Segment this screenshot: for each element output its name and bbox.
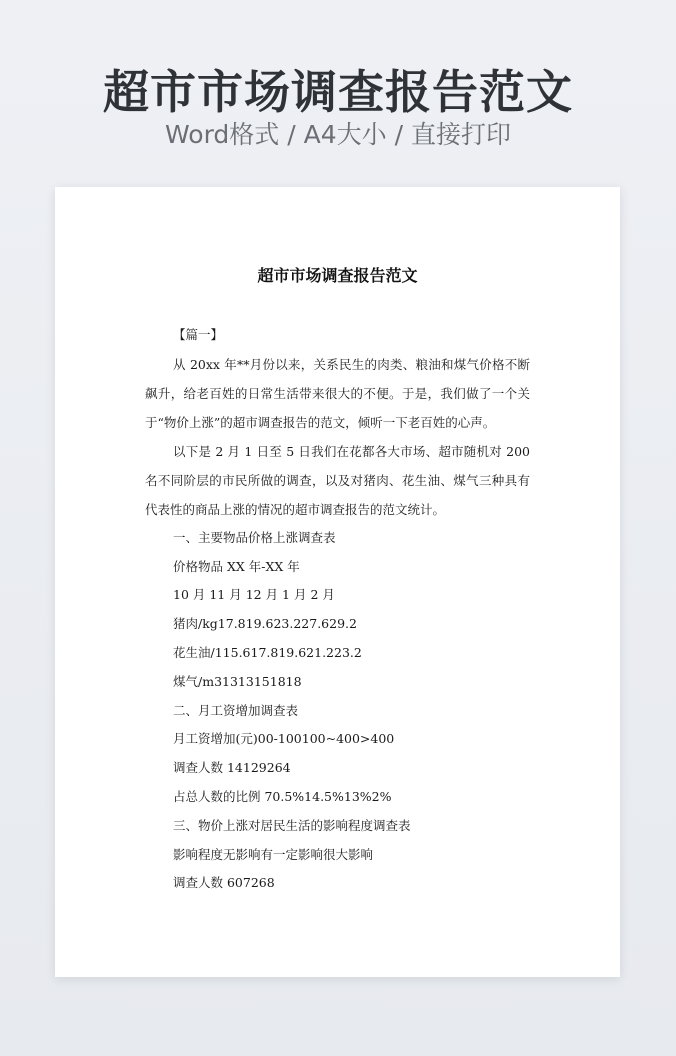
section-marker: 【篇一】	[173, 327, 224, 342]
paragraph-2: 以下是 2 月 1 日至 5 日我们在花都各大市场、超市随机对 200 名不同阶层的市民所做的调查，以及对猪肉、花生油、煤气三种具有代表性的商品上涨的情况的超市调查报告的范文统计。	[145, 443, 530, 517]
price-table-header: 价格物品 XX 年-XX 年	[173, 558, 300, 574]
price-table-months: 10 月 11 月 12 月 1 月 2 月	[173, 587, 335, 603]
document-page	[55, 187, 620, 977]
price-table-row-pork: 猪肉/kg17.819.623.227.629.2	[173, 616, 357, 632]
wage-table-count: 调查人数 14129264	[173, 760, 291, 776]
document-title: 超市市场调查报告范文	[257, 266, 418, 285]
price-table-row-gas: 煤气/m31313151818	[173, 673, 302, 689]
heading-impact-table: 三、物价上涨对居民生活的影响程度调查表	[173, 817, 411, 833]
wage-table-ratio: 占总人数的比例 70.5%14.5%13%2%	[173, 788, 392, 804]
banner-subtitle: Word格式 / A4大小 / 直接打印	[165, 120, 511, 149]
document-body	[145, 321, 530, 898]
heading-price-table: 一、主要物品价格上涨调查表	[173, 529, 336, 545]
paragraph-1: 从 20xx 年**月份以来，关系民生的肉类、粮油和煤气价格不断飙升，给老百姓的日常生活带来很大的不便。于是，我们做了一个关于“物价上涨”的超市调查报告的范文，倾听一下老百姓的心声。	[145, 356, 530, 430]
wage-table-header: 月工资增加(元)00-100100~400>400	[173, 731, 395, 747]
banner-title: 超市市场调查报告范文	[103, 65, 573, 119]
price-table-row-oil: 花生油/115.617.819.621.223.2	[173, 644, 362, 660]
heading-wage-table: 二、月工资增加调查表	[173, 702, 299, 718]
impact-table-count: 调查人数 607268	[173, 875, 275, 891]
impact-table-header: 影响程度无影响有一定影响很大影响	[173, 846, 374, 862]
